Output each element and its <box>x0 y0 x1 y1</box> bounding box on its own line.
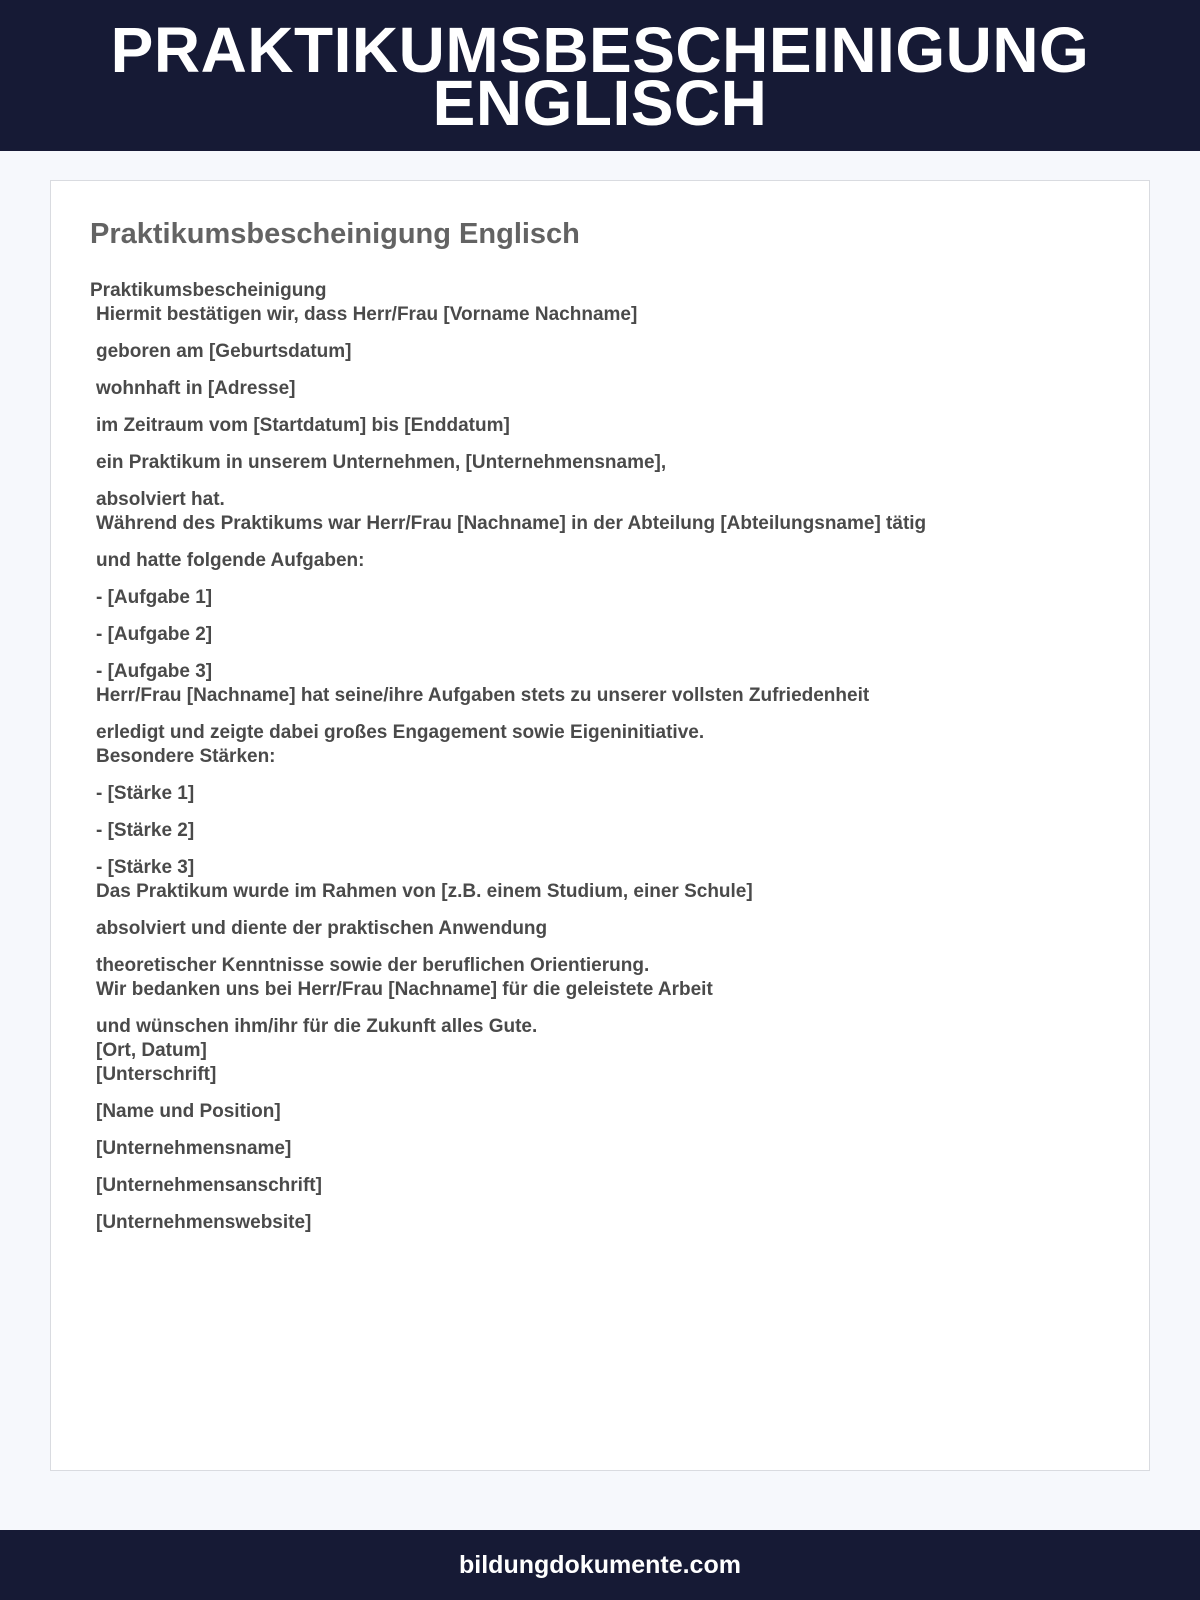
document-section <box>90 1063 1110 1235</box>
document-line: und hatte folgende Aufgaben: <box>96 550 365 571</box>
document-line: Besondere Stärken: <box>96 746 276 767</box>
page-banner <box>0 0 1200 151</box>
document-line: [Unternehmenswebsite] <box>96 1212 312 1233</box>
document-line: Herr/Frau [Nachname] hat seine/ihre Aufgaben stets zu unserer vollsten Zufriedenheit <box>96 685 870 706</box>
document-line: absolviert hat. <box>96 489 225 510</box>
document-line: geboren am [Geburtsdatum] <box>96 341 352 362</box>
document-line: Während des Praktikums war Herr/Frau [Nachname] in der Abteilung [Abteilungsname] tätig <box>96 513 927 534</box>
document-line: - [Aufgabe 1] <box>96 587 213 608</box>
document-line: [Name und Position] <box>96 1101 281 1122</box>
banner-title: PRAKTIKUMSBESCHEINIGUNG ENGLISCH <box>110 13 1090 139</box>
document-line: wohnhaft in [Adresse] <box>96 378 296 399</box>
document-line: - [Stärke 3] <box>96 857 195 878</box>
document-line: Wir bedanken uns bei Herr/Frau [Nachname] für die geleistete Arbeit <box>96 979 713 1000</box>
document-line: absolviert und diente der praktischen Anwendung <box>96 918 548 939</box>
page-footer <box>0 1530 1200 1600</box>
document-line: und wünschen ihm/ihr für die Zukunft alles Gute. <box>96 1016 538 1037</box>
document-line: - [Aufgabe 2] <box>96 624 213 645</box>
document-line: [Ort, Datum] <box>96 1040 207 1061</box>
document-section <box>90 745 1110 880</box>
document-heading: Praktikumsbescheinigung <box>90 280 327 301</box>
document-section <box>90 978 1110 1039</box>
document-line: erledigt und zeigte dabei großes Engagement sowie Eigeninitiative. <box>96 722 705 743</box>
document-line: [Unterschrift] <box>96 1064 217 1085</box>
document-section <box>90 684 1110 745</box>
document-line: ein Praktikum in unserem Unternehmen, [Unternehmensname], <box>96 452 667 473</box>
document-line: - [Stärke 2] <box>96 820 195 841</box>
document-line: Das Praktikum wurde im Rahmen von [z.B. einem Studium, einer Schule] <box>96 881 753 902</box>
document-title: Praktikumsbescheinigung Englisch <box>90 218 580 250</box>
document-line: Hiermit bestätigen wir, dass Herr/Frau [Vorname Nachname] <box>96 304 638 325</box>
document-body <box>90 279 1110 1235</box>
document-line: theoretischer Kenntnisse sowie der beruflichen Orientierung. <box>96 955 650 976</box>
document-line: im Zeitraum vom [Startdatum] bis [Enddatum] <box>96 415 510 436</box>
document-line: - [Stärke 1] <box>96 783 195 804</box>
document-line: [Unternehmensanschrift] <box>96 1175 322 1196</box>
document-line: [Unternehmensname] <box>96 1138 292 1159</box>
document-section <box>90 1039 1110 1063</box>
footer-site-link[interactable]: bildungdokumente.com <box>459 1550 741 1579</box>
document-section <box>90 880 1110 978</box>
document-section <box>90 303 1110 512</box>
document-line: - [Aufgabe 3] <box>96 661 213 682</box>
document-section <box>90 512 1110 684</box>
document-card <box>50 180 1150 1471</box>
